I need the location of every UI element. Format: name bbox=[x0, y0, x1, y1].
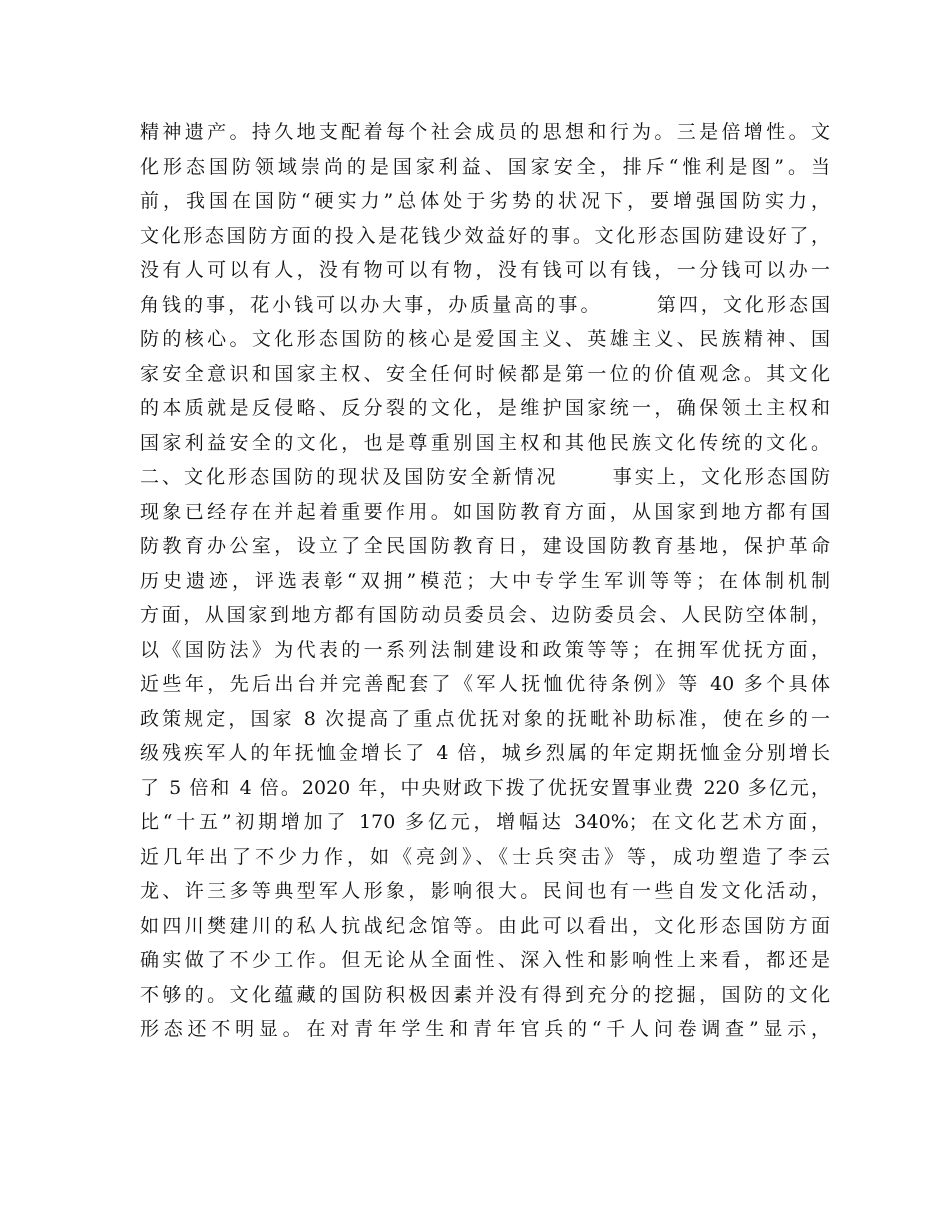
text-line: 文化形态国防方面的投入是花钱少效益好的事。文化形态国防建设好了， bbox=[140, 224, 830, 247]
text-line: 现象已经存在并起着重要作用。如国防教育方面，从国家到地方都有国 bbox=[140, 500, 830, 523]
text-line: 前，我国在国防“硬实力”总体处于劣势的状况下，要增强国防实力， bbox=[140, 190, 830, 212]
text-line: 角钱的事，花小钱可以办大事，办质量高的事。 第四，文化形态国 bbox=[140, 293, 830, 316]
body-text bbox=[140, 115, 830, 1047]
text-line: 形态还不明显。在对青年学生和青年官兵的“千人问卷调查”显示， bbox=[140, 1018, 830, 1040]
text-line: 不够的。文化蕴藏的国防积极因素并没有得到充分的挖掘，国防的文化 bbox=[140, 983, 830, 1006]
text-line: 方面，从国家到地方都有国防动员委员会、边防委员会、人民防空体制， bbox=[140, 604, 830, 626]
text-line: 如四川樊建川的私人抗战纪念馆等。由此可以看出，文化形态国防方面 bbox=[140, 914, 830, 937]
text-line: 确实做了不少工作。但无论从全面性、深入性和影响性上来看，都还是 bbox=[140, 949, 830, 971]
text-line: 级残疾军人的年抚恤金增长了 4 倍，城乡烈属的年定期抚恤金分别增长 bbox=[140, 742, 830, 764]
text-line: 政策规定，国家 8 次提高了重点优抚对象的抚毗补助标准，使在乡的一 bbox=[140, 707, 830, 730]
text-line: 龙、许三多等典型军人形象，影响很大。民间也有一些自发文化活动， bbox=[140, 880, 830, 902]
text-line: 比“十五”初期增加了 170 多亿元，增幅达 340%；在文化艺术方面， bbox=[140, 811, 830, 833]
text-line: 防的核心。文化形态国防的核心是爱国主义、英雄主义、民族精神、国 bbox=[140, 328, 830, 350]
text-line: 精神遗产。持久地支配着每个社会成员的思想和行为。三是倍增性。文 bbox=[140, 121, 830, 143]
text-line: 没有人可以有人，没有物可以有物，没有钱可以有钱，一分钱可以办一 bbox=[140, 259, 830, 281]
text-line: 的本质就是反侵略、反分裂的文化，是维护国家统一，确保领土主权和 bbox=[140, 397, 830, 419]
text-line: 化形态国防领域崇尚的是国家利益、国家安全，排斥“惟利是图”。当 bbox=[140, 155, 830, 178]
text-line: 防教育办公室，设立了全民国防教育日，建设国防教育基地，保护革命 bbox=[140, 535, 830, 557]
text-line: 以《国防法》为代表的一系列法制建设和政策等等；在拥军优抚方面， bbox=[140, 638, 830, 661]
text-line: 近些年，先后出台并完善配套了《军人抚恤优待条例》等 40 多个具体 bbox=[140, 673, 830, 695]
text-line: 二、文化形态国防的现状及国防安全新情况 事实上，文化形态国防 bbox=[140, 466, 830, 488]
text-line: 历史遗迹，评选表彰“双拥”模范；大中专学生军训等等；在体制机制 bbox=[140, 569, 830, 592]
text-line: 家安全意识和国家主权、安全任何时候都是第一位的价值观念。其文化 bbox=[140, 362, 830, 385]
text-line: 了 5 倍和 4 倍。2020 年，中央财政下拨了优抚安置事业费 220 多亿元， bbox=[140, 776, 830, 799]
text-line: 近几年出了不少力作，如《亮剑》、《士兵突击》等，成功塑造了李云 bbox=[140, 845, 830, 868]
text-line: 国家利益安全的文化，也是尊重别国主权和其他民族文化传统的文化。 bbox=[140, 431, 830, 454]
